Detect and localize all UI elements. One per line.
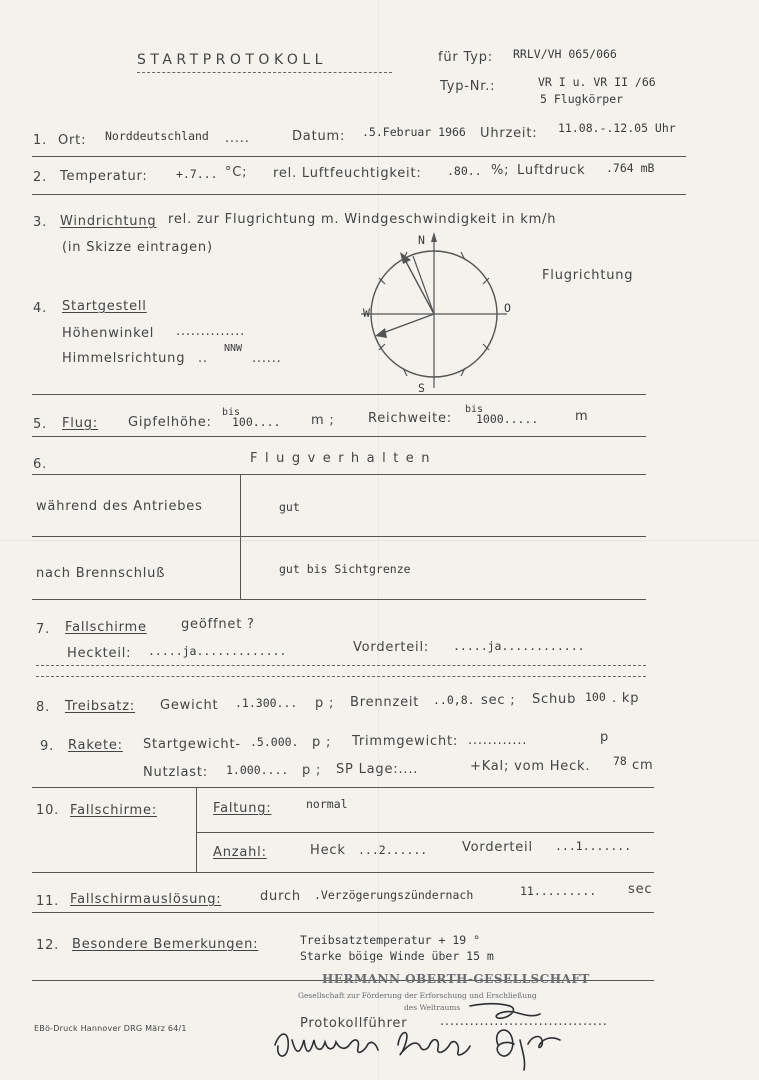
divider-6-mid (32, 536, 646, 537)
s3-number: 3. (33, 215, 48, 230)
gipfelhoehe-unit: m ; (311, 413, 335, 428)
s5-number: 5. (33, 417, 48, 432)
fallschirme-10-label: Fallschirme: (70, 803, 158, 818)
flugrichtung-label: Flugrichtung (542, 268, 634, 283)
feucht-label: rel. Luftfeuchtigkeit: (273, 166, 422, 181)
s1-number: 1. (33, 133, 48, 148)
anzahl-vorderteil-label: Vorderteil (462, 840, 533, 855)
sp-lage-label: SP Lage:.... (336, 762, 419, 777)
schub-unit: . kp (612, 691, 640, 706)
startgestell-label: Startgestell (62, 299, 147, 314)
flugverhalten-row2-value: gut bis Sichtgrenze (279, 562, 411, 576)
typ-nr-label: Typ-Nr.: (440, 79, 496, 94)
feucht-value: .80.. (447, 164, 482, 178)
wind-vector-2 (413, 256, 434, 314)
datum-value: .5.Februar 1966 (362, 125, 466, 139)
fold-line-horizontal (0, 540, 759, 541)
typ-nr-value: VR I u. VR II /66 (538, 75, 656, 89)
anzahl-vorderteil-value: ...1....... (555, 839, 632, 853)
typ-nr-sub: 5 Flugkörper (540, 92, 624, 106)
schub-value: 100 (585, 690, 606, 704)
nutzlast-value: 1.000.... (226, 763, 289, 777)
windrichtung-sub: (in Skizze eintragen) (62, 240, 213, 255)
compass-s-label: S (418, 381, 425, 395)
gewicht-value: .1.300... (235, 696, 298, 710)
s11-number: 11. (36, 894, 60, 909)
s6-number: 6. (33, 457, 48, 472)
reichweite-unit: m (575, 409, 589, 424)
title-underline (137, 72, 392, 73)
wind-arrow-3-icon (375, 328, 387, 338)
bemerkungen-line1: Treibsatztemperatur + 19 ° (300, 933, 481, 947)
divider-10-mid (196, 832, 654, 833)
anzahl-heck-value: ...2...... (358, 843, 428, 857)
startgewicht-label: Startgewicht- (143, 737, 241, 752)
divider-6-bottom (32, 599, 646, 600)
s8-number: 8. (36, 700, 51, 715)
compass-w-label: W (363, 306, 370, 320)
wind-vector-3 (380, 314, 434, 334)
temp-label: Temperatur: (60, 169, 148, 184)
gewicht-label: Gewicht (160, 698, 219, 713)
compass-n-label: N (418, 233, 425, 247)
s10-number: 10. (36, 803, 60, 818)
fallschirme-7-text: geöffnet ? (181, 617, 255, 632)
stamp-line2: Gesellschaft zur Förderung der Erforschung und Erschließung (298, 991, 537, 1000)
vorderteil-7-label: Vorderteil: (353, 640, 430, 655)
trimmgewicht-unit: p (600, 730, 610, 745)
kal-value: 78 (613, 754, 627, 768)
divider-10-bottom (32, 872, 654, 873)
signature-3 (497, 1030, 560, 1070)
anzahl-label: Anzahl: (213, 845, 267, 860)
fallschirmausloesung-label: Fallschirmauslösung: (70, 892, 222, 907)
himmelsrichtung-pre: .. (198, 351, 208, 366)
uhrzeit-label: Uhrzeit: (480, 126, 538, 141)
wind-vector-1 (404, 258, 434, 314)
stamp-line3: des Weltraums (404, 1003, 461, 1012)
faltung-label: Faltung: (213, 801, 272, 816)
rakete-label: Rakete: (68, 738, 123, 753)
bemerkungen-line2: Starke böige Winde über 15 m (300, 949, 494, 963)
flugverhalten-heading: Flugverhalten (250, 451, 438, 466)
windrichtung-label: Windrichtung (60, 214, 157, 229)
temp-unit: °C; (225, 165, 248, 180)
divider-6-top (32, 474, 646, 475)
fallschirmausloesung-sec-value: 11......... (520, 884, 597, 898)
hoehenwinkel-label: Höhenwinkel (62, 326, 155, 341)
handwritten-signatures (270, 1000, 590, 1076)
fallschirmausloesung-value: .Verzögerungszündernach (314, 888, 474, 902)
stamp-line1: HERMANN OBERTH-GESELLSCHAFT (322, 972, 590, 986)
kal-label: +Kal; vom Heck. (470, 759, 591, 774)
himmelsrichtung-post: ...... (252, 351, 282, 366)
protokollfuehrer-label: Protokollführer (300, 1016, 408, 1031)
windrichtung-text: rel. zur Flugrichtung m. Windgeschwindigkeit in km/h (168, 212, 557, 227)
vorderteil-7-value: .....ja............ (453, 639, 585, 653)
trimmgewicht-label: Trimmgewicht: (352, 734, 459, 749)
brennzeit-unit: sec ; (481, 693, 516, 708)
flug-label: Flug: (62, 416, 98, 431)
fallschirme-10-column-divider (196, 787, 197, 872)
reichweite-label: Reichweite: (368, 411, 452, 426)
fuer-typ-value: RRLV/VH 065/066 (513, 47, 617, 61)
signature-4 (470, 1004, 540, 1019)
compass-o-label: O (504, 301, 511, 315)
printer-mark: EBö-Druck Hannover DRG März 64/1 (34, 1024, 187, 1033)
s9-number: 9. (40, 739, 55, 754)
reichweite-sup: bis (465, 404, 484, 415)
divider-4 (32, 394, 646, 395)
protokollfuehrer-dots: .................................. (440, 1014, 608, 1029)
s4-number: 4. (33, 301, 48, 316)
divider-7b (36, 676, 646, 677)
faltung-value: normal (306, 797, 348, 811)
ort-label: Ort: (58, 133, 87, 148)
startgewicht-unit: p ; (312, 735, 332, 750)
divider-2 (32, 194, 686, 195)
s7-number: 7. (36, 622, 51, 637)
ort-value: Norddeutschland (105, 129, 209, 143)
divider-11 (32, 912, 654, 913)
flugverhalten-row2-label: nach Brennschluß (36, 566, 166, 581)
fallschirmausloesung-durch: durch (260, 889, 301, 904)
fallschirme-7-label: Fallschirme (65, 620, 147, 635)
wind-compass (355, 228, 525, 398)
gipfelhoehe-value: 100.... (232, 415, 281, 429)
flugverhalten-row1-value: gut (279, 500, 300, 514)
gewicht-unit: p ; (315, 696, 335, 711)
himmelsrichtung-value: NNW (224, 343, 243, 354)
north-arrow-icon (431, 232, 437, 242)
signature-1 (275, 1034, 378, 1056)
schub-label: Schub (532, 692, 577, 707)
brennzeit-value: ..0,8. (433, 693, 475, 707)
luftdruck-label: Luftdruck (517, 163, 586, 178)
temp-value: +.7... (176, 167, 218, 181)
gipfelhoehe-label: Gipfelhöhe: (128, 415, 212, 430)
uhrzeit-value: 11.08.-.12.05 Uhr (558, 121, 676, 135)
luftdruck-value: .764 mB (606, 161, 655, 175)
ort-dots: ..... (225, 131, 250, 146)
fuer-typ-label: für Typ: (438, 50, 493, 65)
nutzlast-label: Nutzlast: (143, 765, 208, 780)
fallschirmausloesung-sec-unit: sec (628, 882, 653, 897)
nutzlast-unit: p ; (302, 763, 322, 778)
hoehenwinkel-dots: .............. (176, 324, 246, 339)
feucht-unit: %; (491, 163, 510, 178)
divider-1 (32, 156, 686, 157)
s12-number: 12. (36, 938, 60, 953)
heckteil-label: Heckteil: (67, 646, 132, 661)
gipfelhoehe-sup: bis (222, 407, 241, 418)
s2-number: 2. (33, 170, 48, 185)
trimmgewicht-value: ............ (468, 733, 528, 748)
startgewicht-value: .5.000. (250, 735, 299, 749)
kal-unit: cm (632, 758, 654, 773)
himmelsrichtung-label: Himmelsrichtung (62, 351, 186, 366)
divider-5 (32, 436, 646, 437)
anzahl-heck-label: Heck (310, 843, 346, 858)
divider-7a (36, 665, 646, 666)
signature-2 (398, 1033, 470, 1055)
reichweite-value: 1000..... (476, 412, 539, 426)
heckteil-value: .....ja............. (148, 644, 287, 658)
datum-label: Datum: (292, 129, 346, 144)
flugverhalten-row1-label: während des Antriebes (36, 499, 203, 514)
bemerkungen-label: Besondere Bemerkungen: (72, 937, 259, 952)
treibsatz-label: Treibsatz: (65, 699, 135, 714)
divider-10-top (32, 787, 654, 788)
brennzeit-label: Brennzeit (350, 695, 420, 710)
form-title: STARTPROTOKOLL (137, 52, 327, 68)
